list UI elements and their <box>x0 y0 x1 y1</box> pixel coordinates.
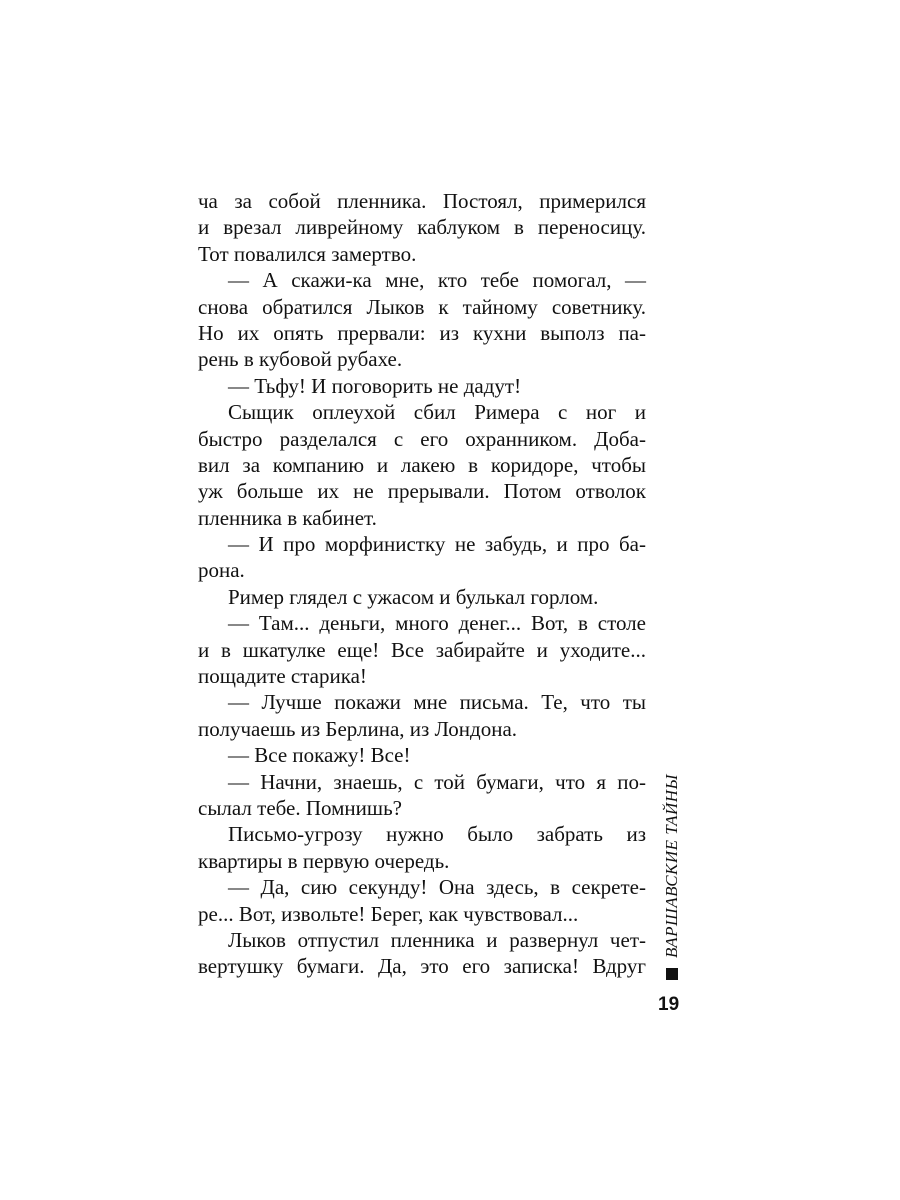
text-line: и врезал ливрейному каблуком в переносицу. <box>198 215 646 240</box>
square-bullet-icon <box>666 968 678 980</box>
text-line: вертушку бумаги. Да, это его записка! Вдруг <box>198 954 646 979</box>
text-line: — Все покажу! Все! <box>228 743 411 768</box>
running-head-title: ВАРШАВСКИЕ ТАЙНЫ <box>662 774 681 958</box>
text-line: — А скажи-ка мне, кто тебе помогал, — <box>228 268 646 293</box>
text-line: Письмо-угрозу нужно было забрать из <box>228 822 646 847</box>
text-line: Лыков отпустил пленника и развернул чет- <box>228 927 646 952</box>
text-line: Ример глядел с ужасом и булькал горлом. <box>228 584 599 609</box>
text-line: рона. <box>198 558 245 583</box>
text-line: сылал тебе. Помнишь? <box>198 795 402 820</box>
text-line: пленника в кабинет. <box>198 505 377 530</box>
text-line: и в шкатулке еще! Все забирайте и уходите... <box>198 637 646 662</box>
page-number: 19 <box>658 994 680 1015</box>
text-line: — Да, сию секунду! Она здесь, в секрете- <box>228 875 646 900</box>
text-line: быстро разделался с его охранником. Доба- <box>198 426 646 451</box>
text-line: вил за компанию и лакею в коридоре, чтобы <box>198 452 646 477</box>
text-line: пощадите старика! <box>198 664 367 689</box>
text-line: Но их опять прервали: из кухни выполз па- <box>198 320 646 345</box>
text-line: — Там... деньги, много денег... Вот, в столе <box>228 611 646 636</box>
text-line: ре... Вот, извольте! Берег, как чувствовал... <box>198 901 579 926</box>
text-line: — И про морфинистку не забудь, и про ба- <box>228 532 646 557</box>
text-line: снова обратился Лыков к тайному советнику. <box>198 294 646 319</box>
running-head <box>662 774 682 980</box>
text-line: квартиры в первую очередь. <box>198 848 450 873</box>
text-line: Тот повалился замертво. <box>198 241 417 266</box>
text-line: Сыщик оплеухой сбил Римера с ног и <box>228 400 646 425</box>
text-line: ча за собой пленника. Постоял, примерился <box>198 189 646 213</box>
text-line: — Начни, знаешь, с той бумаги, что я по- <box>228 769 646 794</box>
text-line: — Лучше покажи мне письма. Те, что ты <box>228 690 646 715</box>
text-line: уж больше их не прерывали. Потом отволок <box>198 479 646 504</box>
text-line: — Тьфу! И поговорить не дадут! <box>228 373 522 398</box>
text-line: рень в кубовой рубахе. <box>198 347 403 372</box>
body-text <box>198 188 646 980</box>
text-line: получаешь из Берлина, из Лондона. <box>198 716 518 741</box>
